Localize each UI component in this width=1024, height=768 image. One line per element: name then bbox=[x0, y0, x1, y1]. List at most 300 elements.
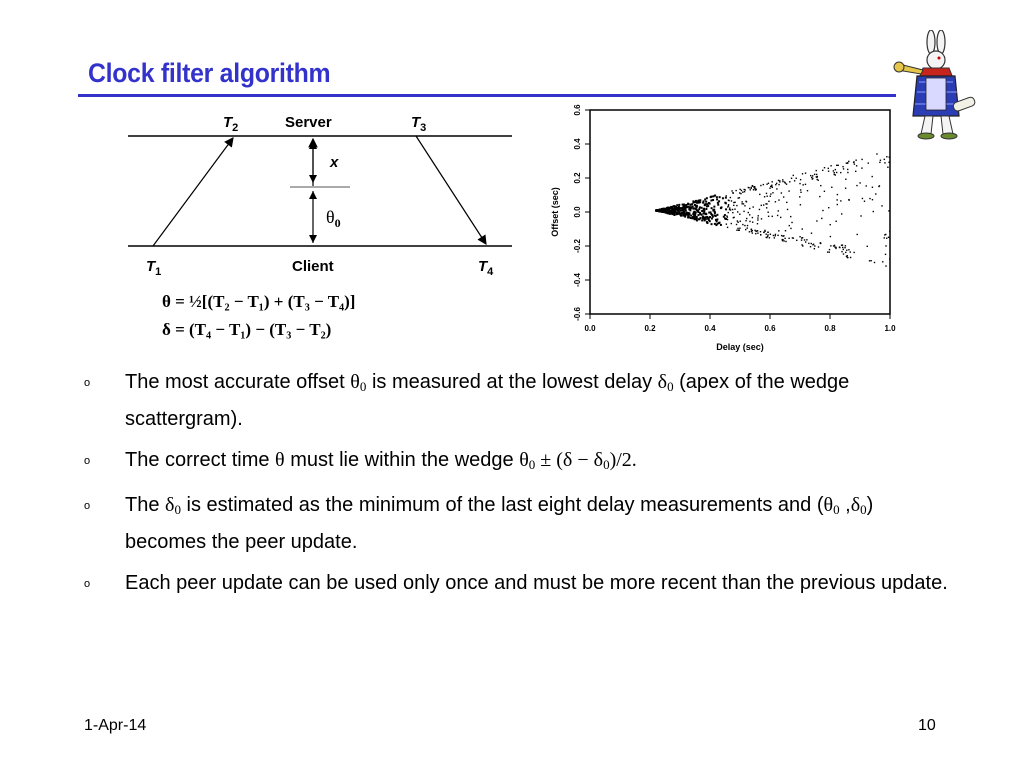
scatter-point bbox=[728, 212, 729, 213]
scatter-point bbox=[699, 206, 701, 208]
scatter-point bbox=[780, 217, 781, 218]
scatter-point bbox=[675, 208, 677, 210]
x-tick-label: 1.0 bbox=[884, 324, 896, 333]
scatter-point bbox=[847, 162, 848, 163]
scatter-point bbox=[807, 190, 808, 191]
scatter-point bbox=[706, 197, 708, 199]
request-arrow bbox=[153, 138, 233, 246]
scatter-point bbox=[791, 178, 792, 179]
scatter-point bbox=[821, 218, 822, 219]
scatter-point bbox=[699, 213, 701, 215]
bullet-item bbox=[84, 444, 954, 481]
scatter-point bbox=[841, 245, 842, 246]
scatter-point bbox=[812, 175, 813, 176]
scatter-point bbox=[830, 245, 831, 246]
scatter-point bbox=[788, 190, 789, 191]
scatter-point bbox=[673, 205, 675, 207]
scatter-point bbox=[840, 200, 841, 201]
scatter-point bbox=[679, 212, 681, 214]
scatter-point bbox=[683, 211, 685, 213]
scatter-point bbox=[708, 212, 710, 214]
scatter-point bbox=[666, 211, 668, 213]
scatter-point bbox=[732, 192, 733, 193]
scatter-point bbox=[859, 182, 860, 183]
scatter-point bbox=[818, 246, 819, 247]
scatter-point bbox=[750, 188, 751, 189]
scatter-point bbox=[836, 199, 837, 200]
bullet-text: (apex of the wedge scattergram). bbox=[125, 371, 850, 430]
scatter-point bbox=[728, 204, 729, 205]
scatter-point bbox=[850, 257, 851, 258]
scatter-point bbox=[749, 231, 750, 232]
scatter-point bbox=[698, 200, 700, 202]
scatter-point bbox=[703, 209, 705, 211]
scatter-point bbox=[737, 220, 738, 221]
scatter-point bbox=[831, 187, 832, 188]
white-rabbit-clipart-icon bbox=[893, 30, 983, 142]
bullet-item bbox=[84, 489, 954, 559]
scatter-point bbox=[840, 172, 841, 173]
scatter-point bbox=[768, 201, 769, 202]
scatter-point bbox=[827, 251, 828, 252]
scatter-point bbox=[737, 228, 738, 229]
scatter-point bbox=[749, 208, 750, 209]
scatter-point bbox=[761, 218, 762, 219]
scatter-point bbox=[755, 233, 756, 234]
scatter-point bbox=[802, 228, 803, 229]
scatter-point bbox=[848, 161, 849, 162]
scatter-point bbox=[702, 218, 704, 220]
scatter-point bbox=[887, 167, 888, 168]
scatter-point bbox=[785, 241, 786, 242]
scatter-point bbox=[736, 229, 737, 230]
scatter-point bbox=[754, 230, 755, 231]
scatter-point bbox=[812, 178, 813, 179]
scatter-point bbox=[846, 162, 847, 163]
scatter-point bbox=[837, 194, 838, 195]
scatter-point bbox=[771, 181, 772, 182]
scatter-point bbox=[830, 224, 831, 225]
scatter-point bbox=[679, 207, 681, 209]
scatter-point bbox=[704, 204, 706, 206]
scatter-point bbox=[747, 225, 748, 226]
scatter-point bbox=[857, 234, 858, 235]
x-tick-label: 0.4 bbox=[704, 324, 716, 333]
scatter-point bbox=[889, 156, 890, 157]
scatter-point bbox=[717, 204, 719, 206]
scatter-point bbox=[847, 257, 848, 258]
scatter-point bbox=[697, 214, 699, 216]
scatter-point bbox=[739, 214, 740, 215]
scatter-point bbox=[694, 201, 696, 203]
scatter-point bbox=[744, 205, 745, 206]
scatter-point bbox=[733, 217, 734, 218]
scatter-point bbox=[835, 247, 836, 248]
scatter-point bbox=[834, 245, 835, 246]
x-label: x bbox=[330, 154, 339, 171]
y-tick-label: 0.0 bbox=[573, 206, 582, 218]
scatter-point bbox=[810, 246, 811, 247]
scatter-point bbox=[677, 212, 679, 214]
scatter-point bbox=[673, 214, 675, 216]
page-number: 10 bbox=[918, 717, 936, 734]
scatter-point bbox=[872, 187, 873, 188]
scatter-point bbox=[880, 160, 881, 161]
scatter-point bbox=[889, 258, 890, 259]
scatter-point bbox=[739, 192, 740, 193]
scatter-point bbox=[760, 185, 761, 186]
scatter-point bbox=[778, 184, 779, 185]
scatter-point bbox=[665, 208, 667, 210]
scatter-point bbox=[753, 206, 754, 207]
scatter-point bbox=[848, 199, 849, 200]
scatter-point bbox=[784, 238, 785, 239]
scatter-point bbox=[772, 216, 773, 217]
scatter-point bbox=[697, 211, 699, 213]
scatter-point bbox=[715, 219, 717, 221]
scatter-point bbox=[755, 189, 756, 190]
scatter-point bbox=[822, 210, 823, 211]
scatter-point bbox=[885, 245, 886, 246]
scatter-point bbox=[718, 222, 720, 224]
y-tick-label: -0.4 bbox=[573, 273, 582, 287]
scatter-point bbox=[713, 206, 715, 208]
scatter-point bbox=[775, 234, 776, 235]
subscript: 0 bbox=[174, 502, 181, 517]
scatter-point bbox=[782, 179, 783, 180]
scatter-point bbox=[845, 179, 846, 180]
scatter-point bbox=[746, 218, 747, 219]
scatter-point bbox=[661, 209, 663, 211]
scatter-point bbox=[869, 198, 870, 199]
scatter-point bbox=[834, 172, 835, 173]
scatter-point bbox=[745, 229, 746, 230]
scatter-point bbox=[776, 188, 777, 189]
scatter-point bbox=[808, 243, 809, 244]
scatter-point bbox=[725, 208, 727, 210]
scatter-point bbox=[767, 234, 768, 235]
scatter-point bbox=[886, 156, 887, 157]
t1-label: $T_1$ bbox=[146, 258, 162, 278]
scatter-point bbox=[722, 197, 724, 199]
scatter-point bbox=[711, 223, 713, 225]
scatter-point bbox=[687, 217, 689, 219]
scatter-point bbox=[833, 170, 834, 171]
scatter-point bbox=[861, 159, 862, 160]
bullet-marker: o bbox=[84, 377, 91, 389]
scatter-point bbox=[687, 203, 689, 205]
math-symbol: θ bbox=[275, 449, 285, 471]
scatter-point bbox=[702, 216, 704, 218]
scatter-point bbox=[855, 160, 856, 161]
scatter-point bbox=[735, 190, 736, 191]
scatter-point bbox=[676, 204, 678, 206]
bullet-text: The bbox=[125, 494, 166, 516]
scatter-point bbox=[871, 176, 872, 177]
bullet-text: is estimated as the minimum of the last eight delay measurements and ( bbox=[180, 494, 824, 516]
scatter-point bbox=[834, 246, 835, 247]
scatter-point bbox=[773, 235, 774, 236]
bullet-marker: o bbox=[84, 578, 91, 590]
scatter-point bbox=[671, 212, 673, 214]
scatter-point bbox=[799, 196, 800, 197]
theta0-label: $\theta_0$ bbox=[326, 207, 341, 230]
scatter-point bbox=[739, 228, 740, 229]
title-underline bbox=[78, 94, 896, 97]
scatter-point bbox=[745, 220, 746, 221]
scatter-point bbox=[811, 243, 812, 244]
scatter-point bbox=[716, 196, 718, 198]
scatter-point bbox=[785, 182, 786, 183]
scatter-point bbox=[672, 209, 674, 211]
scatter-point bbox=[856, 165, 857, 166]
scatter-point bbox=[736, 205, 737, 206]
scatter-point bbox=[822, 170, 823, 171]
scatter-point bbox=[767, 212, 768, 213]
scatter-point bbox=[853, 252, 854, 253]
scatter-point bbox=[758, 215, 759, 216]
scatter-point bbox=[734, 208, 735, 209]
footer-date: 1-Apr-14 bbox=[84, 717, 147, 734]
scatter-point bbox=[725, 197, 727, 199]
scatter-point bbox=[704, 218, 706, 220]
scatter-point bbox=[764, 196, 765, 197]
scatter-point bbox=[731, 190, 732, 191]
scatter-point bbox=[805, 184, 806, 185]
scatter-point bbox=[867, 246, 868, 247]
scatter-point bbox=[778, 230, 779, 231]
scatter-point bbox=[824, 167, 825, 168]
scatter-point bbox=[800, 179, 801, 180]
scatter-point bbox=[695, 211, 697, 213]
scatter-point bbox=[732, 209, 733, 210]
scatter-point bbox=[706, 221, 708, 223]
scatter-point bbox=[719, 196, 721, 198]
scatter-point bbox=[715, 224, 717, 226]
scatter-point bbox=[737, 211, 738, 212]
scatter-point bbox=[788, 238, 789, 239]
y-tick-label: -0.2 bbox=[573, 239, 582, 253]
scatter-point bbox=[720, 207, 722, 209]
scatter-point bbox=[685, 211, 687, 213]
scatter-point bbox=[836, 172, 837, 173]
scatter-point bbox=[684, 207, 686, 209]
bullet-text: , bbox=[839, 494, 851, 516]
scatter-point bbox=[888, 210, 889, 211]
bullet-text: must lie within the wedge bbox=[284, 449, 520, 471]
scatter-point bbox=[802, 245, 803, 246]
scatter-point bbox=[775, 235, 776, 236]
scatter-point bbox=[766, 183, 767, 184]
bullet-text: The most accurate offset bbox=[125, 371, 351, 393]
scatter-point bbox=[727, 227, 728, 228]
scatter-point bbox=[769, 187, 770, 188]
scatter-point bbox=[712, 210, 714, 212]
bullet-marker: o bbox=[84, 500, 91, 512]
scatter-point bbox=[752, 232, 753, 233]
bullet-list bbox=[84, 366, 954, 608]
scatter-point bbox=[885, 254, 886, 255]
scatter-point bbox=[711, 207, 713, 209]
scatter-point bbox=[742, 224, 743, 225]
scatter-point bbox=[768, 183, 769, 184]
scatter-point bbox=[732, 212, 733, 213]
bullet-item bbox=[84, 366, 954, 436]
scatter-point bbox=[678, 204, 680, 206]
scatter-point bbox=[864, 201, 865, 202]
scatter-point bbox=[765, 203, 766, 204]
scatter-point bbox=[782, 181, 783, 182]
scatter-point bbox=[837, 165, 838, 166]
scatter-point bbox=[789, 181, 790, 182]
scatter-point bbox=[770, 193, 771, 194]
scatter-point bbox=[824, 191, 825, 192]
scatter-point bbox=[741, 203, 742, 204]
scatter-point bbox=[690, 217, 692, 219]
scatter-point bbox=[845, 252, 846, 253]
scatter-point bbox=[812, 244, 813, 245]
scatter-point bbox=[800, 192, 801, 193]
scatter-point bbox=[724, 217, 726, 219]
scatter-point bbox=[869, 260, 870, 261]
scatter-point bbox=[814, 248, 815, 249]
scatter-point bbox=[814, 245, 815, 246]
scatter-point bbox=[696, 202, 698, 204]
x-tick-label: 0.2 bbox=[644, 324, 656, 333]
scatter-point bbox=[771, 186, 772, 187]
scatter-point bbox=[828, 207, 829, 208]
scatter-point bbox=[731, 223, 732, 224]
scatter-point bbox=[730, 197, 731, 198]
scatter-point bbox=[749, 221, 750, 222]
scatter-point bbox=[781, 192, 782, 193]
scatter-point bbox=[848, 249, 849, 250]
client-label: Client bbox=[292, 258, 334, 275]
scatter-point bbox=[711, 214, 713, 216]
scatter-point bbox=[770, 234, 771, 235]
scatter-point bbox=[789, 225, 790, 226]
scatter-point bbox=[866, 185, 867, 186]
scatter-point bbox=[847, 255, 848, 256]
scatter-point bbox=[769, 237, 770, 238]
scatter-point bbox=[741, 201, 742, 202]
scatter-point bbox=[816, 220, 817, 221]
scatter-point bbox=[731, 200, 732, 201]
scatter-point bbox=[836, 165, 837, 166]
scatter-point bbox=[688, 212, 690, 214]
scatter-point bbox=[878, 186, 879, 187]
y-tick-label: 0.2 bbox=[573, 172, 582, 184]
scatter-point bbox=[730, 209, 731, 210]
scatter-point bbox=[747, 227, 748, 228]
scatter-point bbox=[761, 205, 762, 206]
theta-formula: θ = ½[(T₂ − T₁) + (T₃ − T₄)] bbox=[162, 292, 356, 311]
scatter-point bbox=[748, 212, 749, 213]
scatter-point bbox=[885, 265, 886, 266]
plot-frame bbox=[590, 110, 890, 314]
scatter-point bbox=[685, 204, 687, 206]
ntp-timing-diagram bbox=[120, 105, 530, 345]
subscript: 0 bbox=[603, 457, 610, 472]
t2-label: $T_2$ bbox=[223, 114, 239, 134]
scatter-point bbox=[738, 229, 739, 230]
scatter-point bbox=[752, 217, 753, 218]
scatter-point bbox=[870, 260, 871, 261]
scatter-point bbox=[828, 168, 829, 169]
scatter-point bbox=[734, 202, 735, 203]
scatter-point bbox=[740, 193, 741, 194]
scatter-point bbox=[820, 243, 821, 244]
scatter-point bbox=[841, 251, 842, 252]
scatter-point bbox=[811, 232, 812, 233]
scatter-point bbox=[720, 224, 722, 226]
scatter-point bbox=[792, 237, 793, 238]
scatter-point bbox=[860, 215, 861, 216]
scatter-point bbox=[783, 235, 784, 236]
scatter-point bbox=[707, 205, 709, 207]
scatter-point bbox=[759, 209, 760, 210]
scatter-point bbox=[706, 216, 708, 218]
scatter-point bbox=[881, 205, 882, 206]
x-axis-label: Delay (sec) bbox=[716, 342, 764, 352]
scatter-point bbox=[818, 180, 819, 181]
scatter-point bbox=[760, 234, 761, 235]
scatter-point bbox=[680, 215, 682, 217]
scatter-point bbox=[787, 209, 788, 210]
scatter-point bbox=[853, 162, 854, 163]
scatter-point bbox=[876, 153, 877, 154]
scatter-point bbox=[763, 184, 764, 185]
scatter-point bbox=[763, 204, 764, 205]
scatter-point bbox=[884, 162, 885, 163]
scatter-point bbox=[875, 193, 876, 194]
bullet-text: Each peer update can be used only once and must be more recent than the previous update. bbox=[125, 572, 948, 594]
scatter-point bbox=[842, 166, 843, 167]
scatter-point bbox=[766, 207, 767, 208]
scatter-point bbox=[886, 238, 887, 239]
scatter-point bbox=[842, 247, 843, 248]
scatter-point bbox=[847, 169, 848, 170]
scatter-point bbox=[874, 262, 875, 263]
slide-title: Clock filter algorithm bbox=[88, 58, 331, 88]
scatter-point bbox=[783, 196, 784, 197]
scatter-point bbox=[770, 196, 771, 197]
scatter-point bbox=[796, 240, 797, 241]
scatter-point bbox=[744, 225, 745, 226]
scatter-point bbox=[805, 241, 806, 242]
scatter-point bbox=[802, 237, 803, 238]
response-arrow bbox=[416, 136, 486, 244]
scatter-point bbox=[768, 216, 769, 217]
scatter-point bbox=[708, 202, 710, 204]
scatter-point bbox=[802, 173, 803, 174]
scatter-point bbox=[726, 215, 727, 216]
scatter-point bbox=[830, 236, 831, 237]
scatter-point bbox=[882, 261, 883, 262]
scatter-point bbox=[729, 207, 730, 208]
scatter-point bbox=[785, 230, 786, 231]
scatter-point bbox=[743, 211, 744, 212]
scatter-point bbox=[816, 170, 817, 171]
scatter-point bbox=[752, 221, 753, 222]
scatter-point bbox=[692, 208, 694, 210]
scatter-point bbox=[855, 171, 856, 172]
scatter-point bbox=[691, 203, 693, 205]
scatter-point bbox=[775, 201, 776, 202]
scatter-point bbox=[841, 213, 842, 214]
subscript: 0 bbox=[860, 502, 867, 517]
scatter-point bbox=[708, 219, 710, 221]
